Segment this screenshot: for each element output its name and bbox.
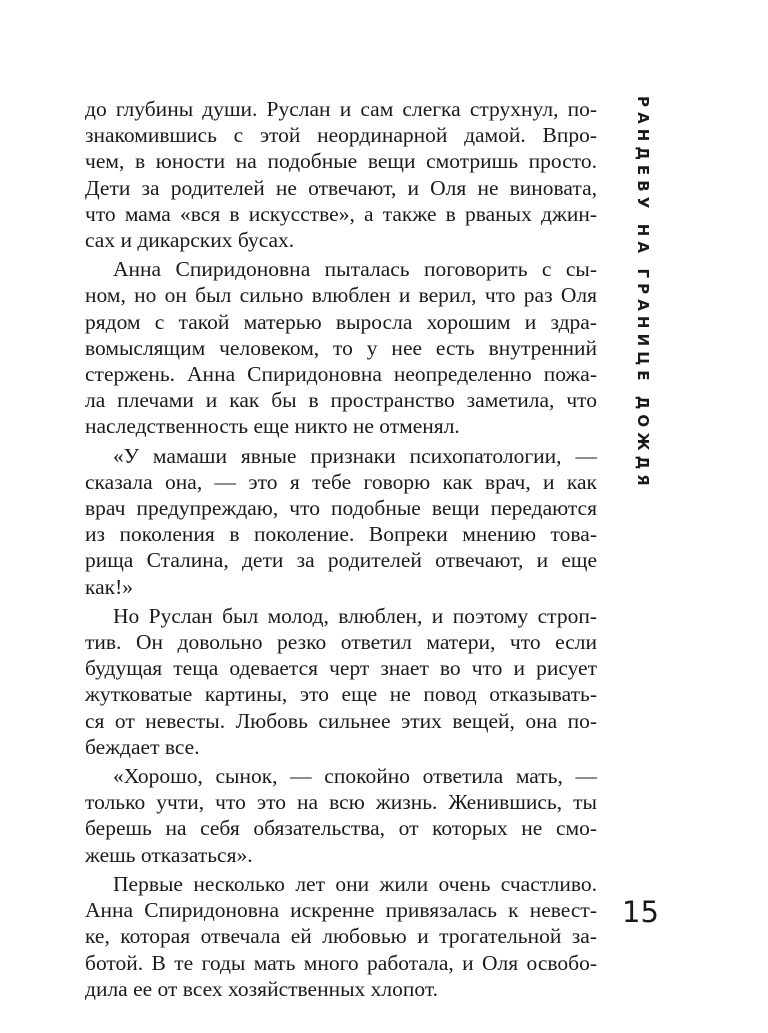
text-line: стержень. Анна Спиридоновна неопределенно пожа-: [85, 362, 597, 387]
text-line: Анна Спиридоновна искренне привязалась к невест-: [85, 898, 597, 923]
text-line: рища Сталина, дети за родителей отвечают, и еще: [85, 548, 597, 573]
text-line: будущая теща одевается черт знает во что и рисует: [85, 656, 597, 681]
text-line: вомыслящим человеком, то у нее есть внутренний: [85, 335, 597, 360]
text-line: дила ее от всех хозяйственных хлопот.: [85, 976, 439, 1001]
text-line: рядом с такой матерью выросла хорошим и здра-: [85, 309, 597, 334]
running-title: РАНДЕВУ НА ГРАНИЦЕ ДОЖДЯ: [634, 96, 652, 491]
text-line: до глубины души. Руслан и сам слегка струхнул, по-: [85, 97, 597, 121]
text-line: жутковатые картины, это еще не повод отказывать-: [85, 682, 597, 707]
text-line: «Хорошо, сынок, — спокойно ответила мать, —: [113, 764, 597, 789]
text-line: ла плечами и как бы в пространство заметила, что: [85, 388, 597, 413]
text-line: беждает все.: [85, 734, 200, 759]
text-line: как!»: [85, 574, 134, 599]
paragraph: [85, 443, 597, 600]
paragraph: [85, 256, 597, 439]
text-line: чем, в юности на подобные вещи смотришь просто.: [85, 149, 597, 174]
text-line: из поколения в поколение. Вопреки мнению това-: [85, 522, 597, 547]
page-number: 15: [622, 895, 659, 929]
paragraph: [85, 871, 597, 1002]
paragraph: [85, 96, 597, 253]
text-line: только учти, что это на всю жизнь. Женившись, ты: [85, 790, 597, 815]
text-line: сказала она, — это я тебе говорю как врач, и как: [85, 469, 597, 494]
text-line: ся от невесты. Любовь сильнее этих вещей, она по-: [85, 708, 597, 733]
text-line: Анна Спиридоновна пыталась поговорить с сы-: [113, 257, 597, 282]
text-line: сах и дикарских бусах.: [85, 228, 295, 253]
paragraph: [85, 603, 597, 760]
text-line: ном, но он был сильно влюблен и верил, что раз Оля: [85, 283, 597, 308]
body-text: [85, 96, 597, 1005]
text-line: жешь отказаться».: [85, 842, 253, 867]
text-line: Первые несколько лет они жили очень счастливо.: [113, 871, 597, 896]
text-line: Дети за родителей не отвечают, и Оля не виновата,: [85, 175, 597, 200]
text-line: Но Руслан был молод, влюблен, и поэтому строп-: [113, 603, 597, 628]
text-line: тив. Он довольно резко ответил матери, что если: [85, 630, 597, 655]
text-line: «У мамаши явные признаки психопатологии, —: [113, 443, 597, 468]
text-line: берешь на себя обязательства, от которых не смо-: [85, 816, 597, 841]
text-line: ботой. В те годы мать много работала, и Оля освобо-: [85, 950, 597, 975]
text-line: ке, которая отвечала ей любовью и трогательной за-: [85, 924, 597, 949]
text-line: врач предупреждаю, что подобные вещи передаются: [85, 496, 597, 521]
paragraph: [85, 763, 597, 868]
text-line: наследственность еще никто не отменял.: [85, 414, 460, 439]
text-line: знакомившись с этой неординарной дамой. Впро-: [85, 123, 597, 148]
text-line: что мама «вся в искусстве», а также в рваных джин-: [85, 201, 597, 226]
